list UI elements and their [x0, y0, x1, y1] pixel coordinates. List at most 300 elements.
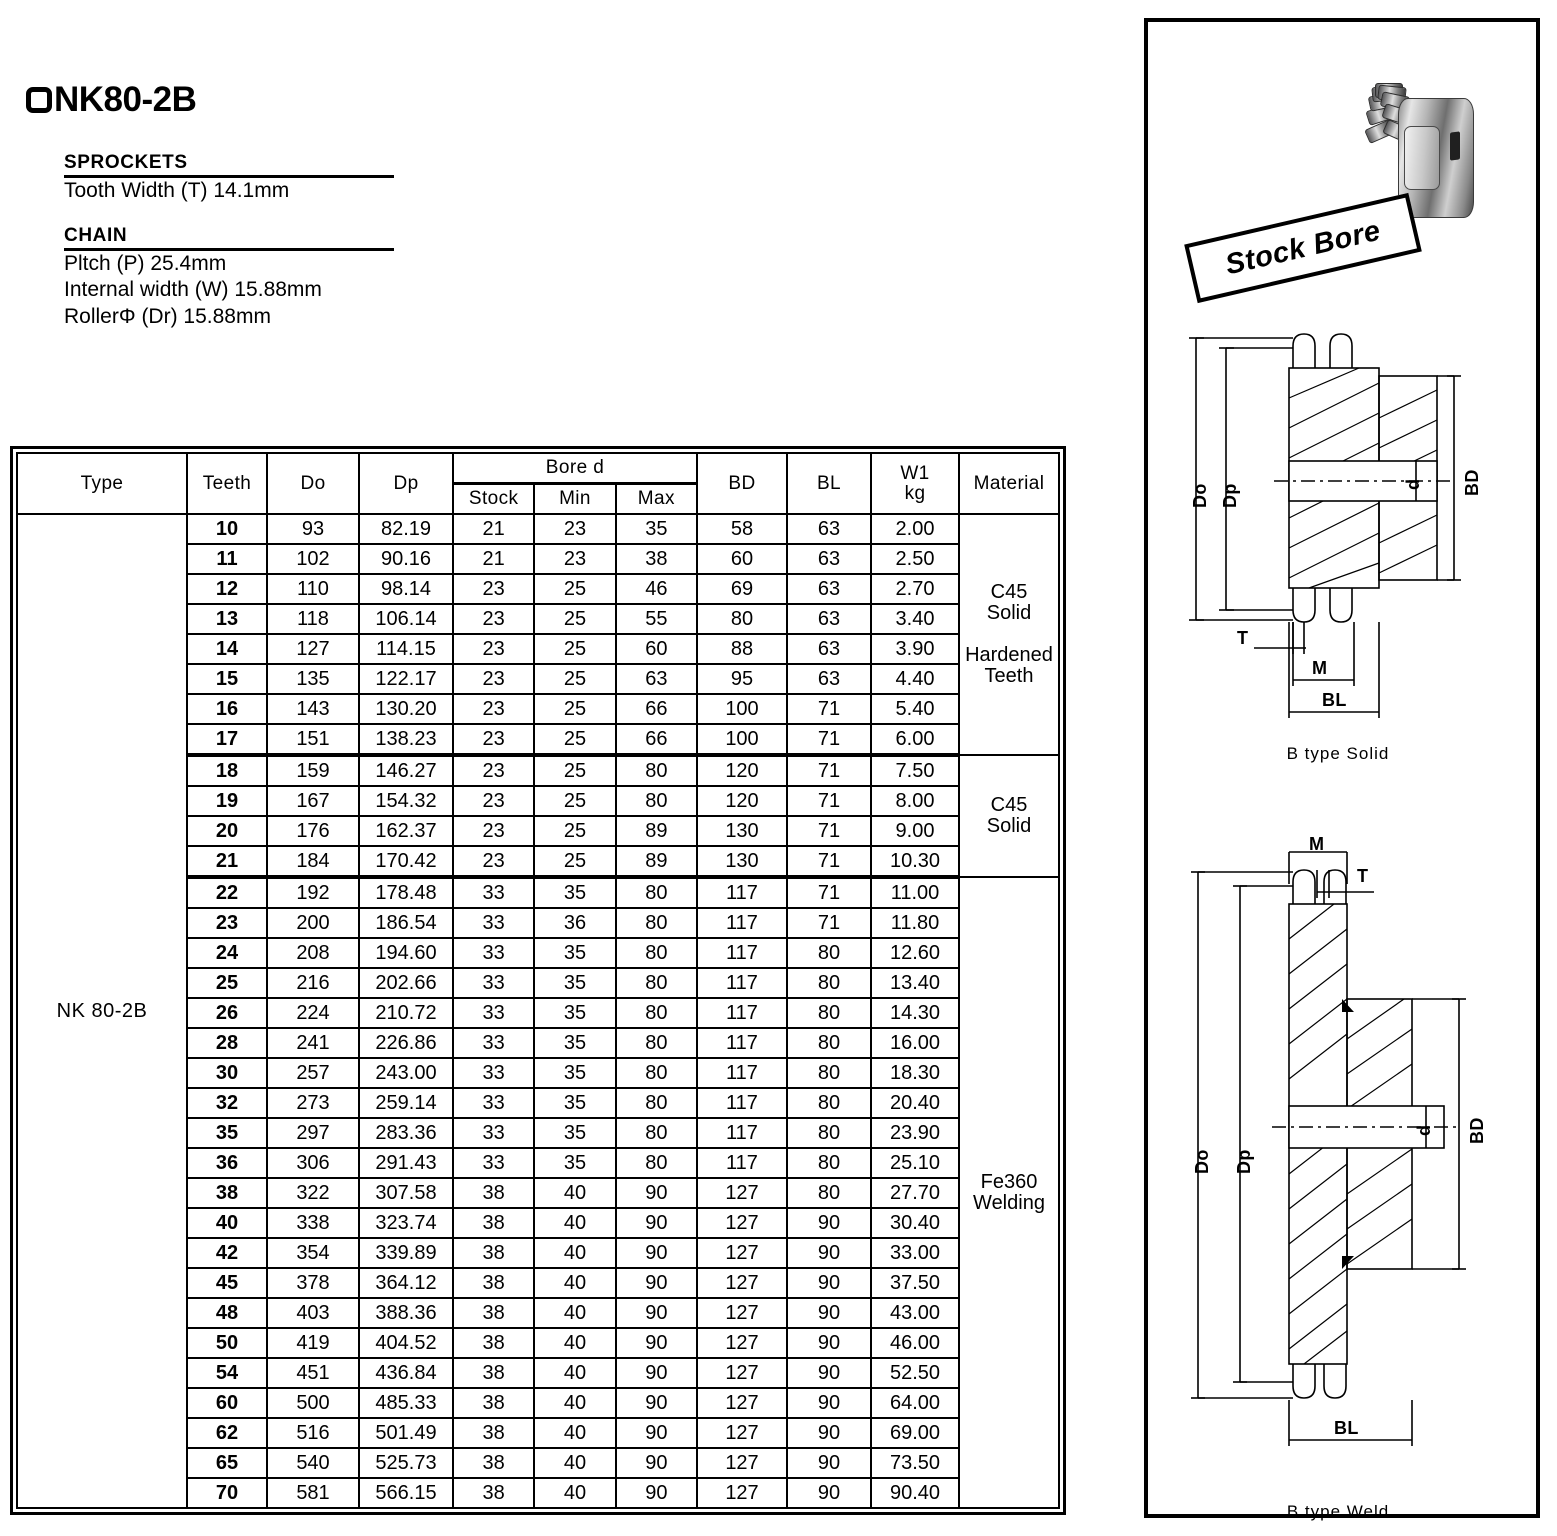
- cell-dp: 388.36: [359, 1298, 453, 1328]
- cell-dp: 291.43: [359, 1148, 453, 1178]
- cell-w1: 13.40: [871, 968, 959, 998]
- cell-min: 25: [534, 755, 615, 786]
- cell-max: 38: [616, 544, 697, 574]
- cell-stock: 23: [453, 755, 534, 786]
- cell-stock: 21: [453, 514, 534, 544]
- cell-do: 184: [267, 846, 359, 877]
- cell-material: [959, 755, 1059, 877]
- cell-w1: 27.70: [871, 1178, 959, 1208]
- cell-bd: 127: [697, 1388, 787, 1418]
- cell-do: 403: [267, 1298, 359, 1328]
- cell-teeth: 40: [187, 1208, 267, 1238]
- header-bd: BD: [697, 453, 787, 514]
- cell-material: [959, 877, 1059, 1508]
- cell-bl: 80: [787, 938, 871, 968]
- cell-bl: 80: [787, 1178, 871, 1208]
- cell-max: 80: [616, 786, 697, 816]
- cell-do: 306: [267, 1148, 359, 1178]
- cell-bl: 71: [787, 786, 871, 816]
- cell-stock: 33: [453, 968, 534, 998]
- cell-do: 338: [267, 1208, 359, 1238]
- cell-do: 378: [267, 1268, 359, 1298]
- cell-teeth: 17: [187, 724, 267, 755]
- cell-min: 35: [534, 1028, 615, 1058]
- cell-teeth: 13: [187, 604, 267, 634]
- cell-dp: 485.33: [359, 1388, 453, 1418]
- cell-teeth: 62: [187, 1418, 267, 1448]
- cell-dp: 501.49: [359, 1418, 453, 1448]
- header-dp: Dp: [359, 453, 453, 514]
- cell-dp: 82.19: [359, 514, 453, 544]
- cell-bd: 117: [697, 877, 787, 908]
- cell-w1: 6.00: [871, 724, 959, 755]
- cell-max: 66: [616, 724, 697, 755]
- cell-dp: 122.17: [359, 664, 453, 694]
- cell-bl: 90: [787, 1388, 871, 1418]
- cell-do: 224: [267, 998, 359, 1028]
- material-line: C45: [990, 794, 1028, 816]
- cell-teeth: 19: [187, 786, 267, 816]
- cell-teeth: 12: [187, 574, 267, 604]
- cell-bd: 127: [697, 1178, 787, 1208]
- cell-stock: 38: [453, 1358, 534, 1388]
- cell-stock: 33: [453, 1028, 534, 1058]
- cell-max: 80: [616, 877, 697, 908]
- cell-stock: 38: [453, 1178, 534, 1208]
- cell-max: 35: [616, 514, 697, 544]
- cell-stock: 38: [453, 1208, 534, 1238]
- solid-label-bl: BL: [1322, 690, 1347, 710]
- cell-bl: 80: [787, 1028, 871, 1058]
- cell-stock: 33: [453, 1058, 534, 1088]
- cell-stock: 33: [453, 998, 534, 1028]
- cell-bd: 130: [697, 846, 787, 877]
- material-line: Solid: [986, 815, 1032, 837]
- cell-dp: 283.36: [359, 1118, 453, 1148]
- cell-dp: 307.58: [359, 1178, 453, 1208]
- cell-w1: 2.50: [871, 544, 959, 574]
- cell-stock: 38: [453, 1418, 534, 1448]
- cell-stock: 38: [453, 1298, 534, 1328]
- cell-bd: 120: [697, 786, 787, 816]
- caption-b-type-solid: B type Solid: [1286, 744, 1390, 763]
- cell-max: 46: [616, 574, 697, 604]
- sprocket-data-table: [16, 452, 1060, 1509]
- cell-min: 35: [534, 998, 615, 1028]
- header-bore-min: Min: [534, 484, 615, 515]
- cell-max: 90: [616, 1238, 697, 1268]
- cell-do: 419: [267, 1328, 359, 1358]
- cell-bd: 117: [697, 1148, 787, 1178]
- material-line: C45: [990, 581, 1028, 603]
- cell-w1: 5.40: [871, 694, 959, 724]
- cell-do: 500: [267, 1388, 359, 1418]
- cell-min: 40: [534, 1388, 615, 1418]
- cell-bd: 117: [697, 1028, 787, 1058]
- cell-do: 257: [267, 1058, 359, 1088]
- b-type-weld-svg: [1154, 844, 1534, 1504]
- cell-do: 216: [267, 968, 359, 998]
- cell-min: 40: [534, 1298, 615, 1328]
- cell-max: 90: [616, 1358, 697, 1388]
- cell-bd: 88: [697, 634, 787, 664]
- weld-label-m: M: [1309, 834, 1325, 854]
- cell-max: 80: [616, 1058, 697, 1088]
- cell-w1: 3.90: [871, 634, 959, 664]
- cell-do: 110: [267, 574, 359, 604]
- cell-do: 118: [267, 604, 359, 634]
- drawing-b-type-weld: [1154, 834, 1534, 1504]
- cell-w1: 20.40: [871, 1088, 959, 1118]
- cell-bl: 90: [787, 1208, 871, 1238]
- cell-dp: 243.00: [359, 1058, 453, 1088]
- cell-dp: 170.42: [359, 846, 453, 877]
- cell-bd: 117: [697, 998, 787, 1028]
- cell-w1: 4.40: [871, 664, 959, 694]
- cell-w1: 3.40: [871, 604, 959, 634]
- cell-teeth: 42: [187, 1238, 267, 1268]
- cell-bd: 127: [697, 1298, 787, 1328]
- cell-bl: 71: [787, 724, 871, 755]
- cell-dp: 404.52: [359, 1328, 453, 1358]
- cell-stock: 33: [453, 938, 534, 968]
- material-line: Solid: [986, 602, 1032, 624]
- cell-w1: 2.00: [871, 514, 959, 544]
- header-bore-stock: Stock: [453, 484, 534, 515]
- cell-do: 540: [267, 1448, 359, 1478]
- cell-max: 89: [616, 846, 697, 877]
- cell-w1: 10.30: [871, 846, 959, 877]
- cell-stock: 23: [453, 786, 534, 816]
- cell-min: 35: [534, 968, 615, 998]
- solid-label-t: T: [1237, 628, 1249, 648]
- cell-teeth: 32: [187, 1088, 267, 1118]
- cell-bl: 90: [787, 1238, 871, 1268]
- cell-min: 25: [534, 664, 615, 694]
- chain-internal-width: Internal width (W) 15.88mm: [64, 278, 322, 302]
- cell-dp: 194.60: [359, 938, 453, 968]
- cell-min: 25: [534, 694, 615, 724]
- header-type: Type: [17, 453, 187, 514]
- cell-max: 80: [616, 1088, 697, 1118]
- cell-stock: 23: [453, 816, 534, 846]
- cell-bl: 80: [787, 1148, 871, 1178]
- cell-bl: 80: [787, 1088, 871, 1118]
- caption-b-type-weld: B type Weld: [1286, 1502, 1390, 1521]
- cell-bd: 117: [697, 1058, 787, 1088]
- cell-stock: 23: [453, 574, 534, 604]
- cell-min: 35: [534, 1148, 615, 1178]
- cell-max: 90: [616, 1328, 697, 1358]
- cell-bl: 71: [787, 908, 871, 938]
- table-body: [17, 514, 1059, 1508]
- cell-w1: 23.90: [871, 1118, 959, 1148]
- cell-w1: 7.50: [871, 755, 959, 786]
- cell-stock: 38: [453, 1328, 534, 1358]
- cell-bd: 58: [697, 514, 787, 544]
- cell-min: 25: [534, 724, 615, 755]
- spec-spacer: [64, 205, 394, 225]
- cell-dp: 525.73: [359, 1448, 453, 1478]
- chain-roller-diameter: RollerΦ (Dr) 15.88mm: [64, 304, 271, 328]
- cell-type: NK 80-2B: [17, 514, 187, 1508]
- header-teeth: Teeth: [187, 453, 267, 514]
- cell-max: 80: [616, 998, 697, 1028]
- cell-bl: 71: [787, 816, 871, 846]
- cell-do: 127: [267, 634, 359, 664]
- cell-bl: 90: [787, 1448, 871, 1478]
- cell-do: 581: [267, 1478, 359, 1508]
- cell-w1: 9.00: [871, 816, 959, 846]
- cell-bl: 71: [787, 694, 871, 724]
- cell-bd: 117: [697, 908, 787, 938]
- cell-bd: 127: [697, 1358, 787, 1388]
- sprockets-tooth-width: Tooth Width (T) 14.1mm: [64, 179, 290, 202]
- cell-dp: 154.32: [359, 786, 453, 816]
- cell-teeth: 38: [187, 1178, 267, 1208]
- solid-label-d: d: [1403, 478, 1423, 490]
- page-title: [26, 82, 196, 117]
- cell-max: 89: [616, 816, 697, 846]
- cell-bl: 71: [787, 846, 871, 877]
- cell-bl: 80: [787, 998, 871, 1028]
- cell-teeth: 60: [187, 1388, 267, 1418]
- cell-teeth: 48: [187, 1298, 267, 1328]
- b-type-solid-svg: [1154, 328, 1534, 748]
- cell-dp: 364.12: [359, 1268, 453, 1298]
- chain-heading: CHAIN: [64, 225, 394, 251]
- cell-max: 90: [616, 1268, 697, 1298]
- cell-do: 167: [267, 786, 359, 816]
- cell-dp: 90.16: [359, 544, 453, 574]
- cell-bl: 80: [787, 1058, 871, 1088]
- cell-do: 208: [267, 938, 359, 968]
- cell-bd: 127: [697, 1238, 787, 1268]
- cell-do: 241: [267, 1028, 359, 1058]
- cell-teeth: 15: [187, 664, 267, 694]
- cell-dp: 210.72: [359, 998, 453, 1028]
- stock-bore-text: Stock Bore: [1222, 214, 1384, 281]
- header-material: Material: [959, 453, 1059, 514]
- cell-dp: 106.14: [359, 604, 453, 634]
- solid-label-bd: BD: [1462, 469, 1482, 496]
- cell-max: 80: [616, 938, 697, 968]
- cell-bd: 117: [697, 938, 787, 968]
- weld-label-dp: Dp: [1234, 1149, 1254, 1174]
- cell-bd: 95: [697, 664, 787, 694]
- cell-bl: 63: [787, 514, 871, 544]
- cell-dp: 202.66: [359, 968, 453, 998]
- table-head: [17, 453, 1059, 514]
- cell-bl: 90: [787, 1478, 871, 1508]
- cell-do: 192: [267, 877, 359, 908]
- cell-bd: 69: [697, 574, 787, 604]
- cell-w1: 8.00: [871, 786, 959, 816]
- cell-teeth: 28: [187, 1028, 267, 1058]
- cell-min: 23: [534, 544, 615, 574]
- cell-bd: 127: [697, 1328, 787, 1358]
- sprockets-heading: SPROCKETS: [64, 152, 394, 178]
- cell-max: 90: [616, 1388, 697, 1418]
- cell-bd: 117: [697, 1118, 787, 1148]
- cell-min: 25: [534, 816, 615, 846]
- cell-w1: 46.00: [871, 1328, 959, 1358]
- cell-w1: 2.70: [871, 574, 959, 604]
- cell-min: 40: [534, 1328, 615, 1358]
- cell-max: 66: [616, 694, 697, 724]
- cell-dp: 186.54: [359, 908, 453, 938]
- weld-label-do: Do: [1192, 1149, 1212, 1174]
- cell-max: 90: [616, 1178, 697, 1208]
- cell-dp: 114.15: [359, 634, 453, 664]
- cell-bd: 120: [697, 755, 787, 786]
- cell-bl: 90: [787, 1298, 871, 1328]
- solid-label-dp: Dp: [1220, 483, 1240, 508]
- cell-stock: 23: [453, 634, 534, 664]
- cell-max: 90: [616, 1298, 697, 1328]
- cell-max: 90: [616, 1478, 697, 1508]
- cell-stock: 38: [453, 1478, 534, 1508]
- cell-teeth: 35: [187, 1118, 267, 1148]
- cell-stock: 23: [453, 724, 534, 755]
- cell-min: 25: [534, 574, 615, 604]
- cell-do: 273: [267, 1088, 359, 1118]
- cell-max: 80: [616, 908, 697, 938]
- cell-bd: 127: [697, 1418, 787, 1448]
- cell-teeth: 36: [187, 1148, 267, 1178]
- specification-block: [64, 152, 394, 331]
- cell-bl: 90: [787, 1328, 871, 1358]
- cell-bd: 127: [697, 1478, 787, 1508]
- chain-pitch: Pltch (P) 25.4mm: [64, 251, 227, 275]
- cell-w1: 16.00: [871, 1028, 959, 1058]
- solid-label-do: Do: [1190, 483, 1210, 508]
- cell-w1: 43.00: [871, 1298, 959, 1328]
- cell-bd: 60: [697, 544, 787, 574]
- cell-w1: 12.60: [871, 938, 959, 968]
- cell-min: 25: [534, 846, 615, 877]
- cell-max: 80: [616, 968, 697, 998]
- stock-bore-badge: [1184, 193, 1422, 303]
- cell-teeth: 54: [187, 1358, 267, 1388]
- cell-dp: 566.15: [359, 1478, 453, 1508]
- cell-stock: 33: [453, 877, 534, 908]
- cell-bd: 130: [697, 816, 787, 846]
- weld-label-d: d: [1414, 1124, 1434, 1136]
- cell-bd: 100: [697, 694, 787, 724]
- cell-max: 90: [616, 1418, 697, 1448]
- cell-max: 63: [616, 664, 697, 694]
- sprocket-photo-region: [1148, 22, 1536, 322]
- weld-label-bd: BD: [1467, 1117, 1487, 1144]
- cell-stock: 33: [453, 1148, 534, 1178]
- cell-bl: 63: [787, 604, 871, 634]
- header-bore-group: Bore d: [453, 453, 697, 484]
- sprocket-keyway: [1450, 131, 1460, 160]
- cell-bl: 63: [787, 574, 871, 604]
- cell-dp: 339.89: [359, 1238, 453, 1268]
- sprocket-data-table-container: [10, 446, 1066, 1515]
- cell-do: 151: [267, 724, 359, 755]
- cell-stock: 21: [453, 544, 534, 574]
- header-bore-max: Max: [616, 484, 697, 515]
- cell-dp: 323.74: [359, 1208, 453, 1238]
- cell-do: 297: [267, 1118, 359, 1148]
- cell-bl: 90: [787, 1358, 871, 1388]
- cell-dp: 98.14: [359, 574, 453, 604]
- cell-min: 40: [534, 1178, 615, 1208]
- cell-teeth: 11: [187, 544, 267, 574]
- cell-w1: 33.00: [871, 1238, 959, 1268]
- cell-dp: 162.37: [359, 816, 453, 846]
- header-w1-unit: kg: [904, 482, 926, 504]
- cell-min: 40: [534, 1478, 615, 1508]
- cell-stock: 38: [453, 1448, 534, 1478]
- cell-do: 176: [267, 816, 359, 846]
- cell-bl: 80: [787, 968, 871, 998]
- material-line: [960, 624, 1058, 645]
- cell-bd: 117: [697, 1088, 787, 1118]
- cell-min: 35: [534, 1118, 615, 1148]
- cell-max: 90: [616, 1208, 697, 1238]
- header-do: Do: [267, 453, 359, 514]
- material-line: Teeth: [984, 665, 1034, 687]
- cell-min: 35: [534, 1088, 615, 1118]
- material-line: Welding: [973, 1191, 1045, 1214]
- cell-bl: 90: [787, 1418, 871, 1448]
- cell-bd: 100: [697, 724, 787, 755]
- cell-w1: 30.40: [871, 1208, 959, 1238]
- material-line: Hardened: [965, 644, 1053, 666]
- cell-bl: 80: [787, 1118, 871, 1148]
- cell-w1: 90.40: [871, 1478, 959, 1508]
- cell-bl: 63: [787, 544, 871, 574]
- cell-bd: 127: [697, 1448, 787, 1478]
- cell-do: 322: [267, 1178, 359, 1208]
- cell-teeth: 10: [187, 514, 267, 544]
- cell-bl: 71: [787, 877, 871, 908]
- model-name: NK80-2B: [54, 80, 197, 119]
- cell-do: 354: [267, 1238, 359, 1268]
- weld-label-t: T: [1357, 866, 1369, 886]
- cell-min: 25: [534, 604, 615, 634]
- cell-min: 23: [534, 514, 615, 544]
- cell-teeth: 50: [187, 1328, 267, 1358]
- cell-dp: 436.84: [359, 1358, 453, 1388]
- cell-do: 93: [267, 514, 359, 544]
- cell-min: 25: [534, 634, 615, 664]
- cell-bl: 90: [787, 1268, 871, 1298]
- cell-w1: 37.50: [871, 1268, 959, 1298]
- cell-do: 200: [267, 908, 359, 938]
- cell-teeth: 22: [187, 877, 267, 908]
- cell-teeth: 21: [187, 846, 267, 877]
- cell-stock: 38: [453, 1268, 534, 1298]
- cell-max: 55: [616, 604, 697, 634]
- cell-stock: 23: [453, 846, 534, 877]
- table-row: [17, 514, 1059, 544]
- cell-min: 35: [534, 938, 615, 968]
- cell-teeth: 23: [187, 908, 267, 938]
- cell-teeth: 45: [187, 1268, 267, 1298]
- cell-material: [959, 514, 1059, 755]
- title-block: [26, 82, 196, 117]
- cell-stock: 33: [453, 908, 534, 938]
- cell-max: 80: [616, 1148, 697, 1178]
- cell-max: 90: [616, 1448, 697, 1478]
- header-bl: BL: [787, 453, 871, 514]
- cell-dp: 226.86: [359, 1028, 453, 1058]
